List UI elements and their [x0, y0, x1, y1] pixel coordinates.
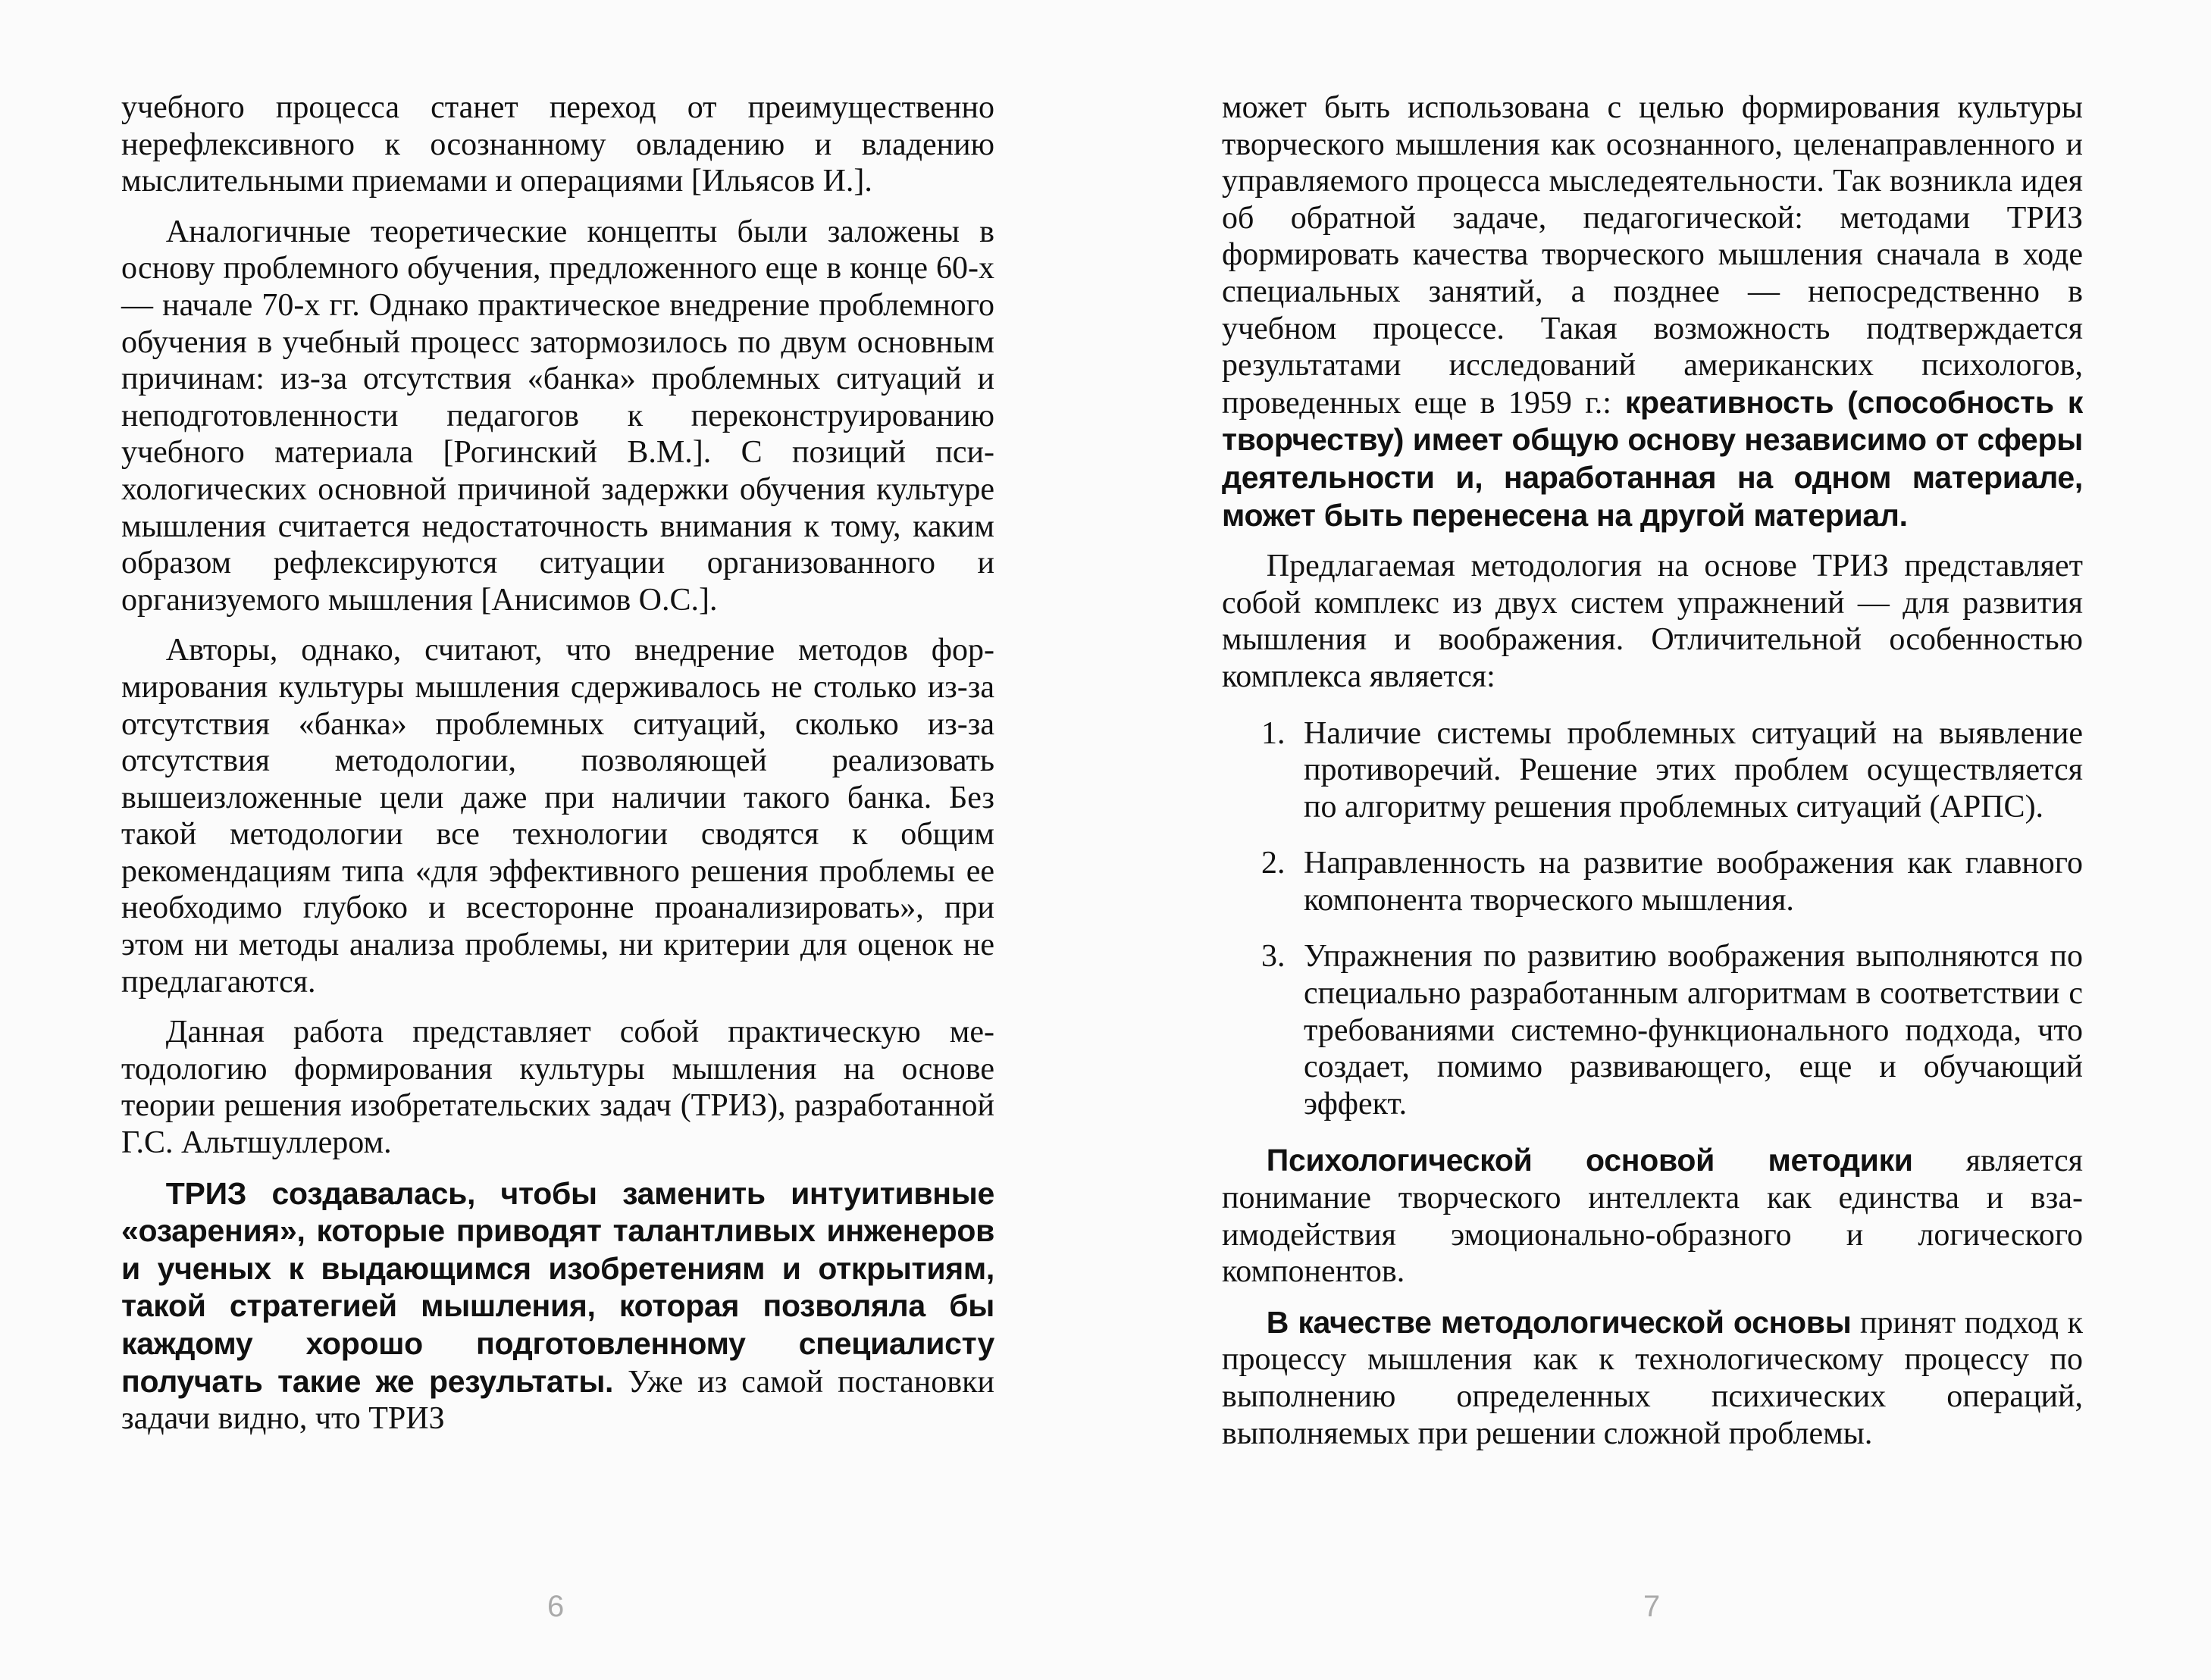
- numbered-list: [1222, 715, 2083, 1123]
- paragraph-emphasis: [121, 1175, 994, 1438]
- list-item: [1222, 715, 2083, 826]
- bold-text: ТРИЗ создавалась, чтобы заменить интуитивные «озарения», которые приводят талантливых инженеров и ученых к выдающимся изобретениям и открытиям, такой стратегией мышления, которая позволяла бы каждому хорошо подготовленному специалисту получать такие же результаты.: [121, 1175, 994, 1399]
- paragraph-text: Уже из самой постановки задачи видно, что ТРИЗ: [121, 1364, 994, 1437]
- paragraph-text: может быть использована с целью формирования культуры творческого мышления как осознанного, целенаправленного и управляемого процесса мыследеятельности. Так возникла идея об обратной задаче, педагогической: методами ТРИЗ формировать качества творческого мышления сначала в ходе специальных занятий, а позднее — непосредственно в учебном процессе. Такая возможность подтверждается результатами исследований американских психологов, проведенных еще в 1959 г.:: [1222, 90, 2083, 421]
- paragraph-text: принят подход к процессу мышления как к технологическому процессу по выполнению определенных психических операций, выполняемых при решении сложной проблемы.: [1222, 1305, 2083, 1451]
- list-number: 3.: [1261, 939, 1286, 975]
- page-number-right: 7: [1643, 1590, 1661, 1623]
- bold-text: креативность (способность к творчеству) имеет общую основу независимо от сферы деятельности и, наработанная на одном материале, может быть перенесена на другой материал.: [1222, 384, 2083, 533]
- page-number-left: 6: [547, 1590, 565, 1623]
- paragraph-emphasis: [1222, 1142, 2083, 1290]
- paragraph-emphasis: [1222, 1304, 2083, 1452]
- paragraph: Аналогичные теоретические концепты были заложены в основу проблемного обучения, предложенного еще в конце 60-х — начале 70-х гг. Однако практическое внедрение проблемного обучения в учебный процесс затормозилось по двум основным причинам: из-за отсутствия «банка» проблемных ситуаций и неподготовленности педагогов к переконструированию учебного материала [Рогинский В.М.]. С позиций психологических основной причиной задержки обучения культуре мышления считается недостаточность внимания к тому, каким образом рефлексируются ситуации организованного и организуемого мышления [Анисимов О.С.].: [121, 214, 994, 618]
- paragraph-text: является понимание творческого интеллекта как единства и взаимодействия эмоционально-образного и логического компонентов.: [1222, 1143, 2083, 1290]
- bold-text: В качестве методологической основы: [1266, 1304, 1852, 1340]
- left-page: [121, 89, 994, 1438]
- list-item: [1222, 845, 2083, 918]
- paragraph: Данная работа представляет собой практическую методологию формирования культуры мышления на основе теории решения изобретательских задач (ТРИЗ), разработанной Г.С. Альтшуллером.: [121, 1015, 994, 1161]
- paragraph: [1222, 89, 2083, 534]
- paragraph: учебного процесса станет переход от преимущественно нерефлексивного к осознанному овладению и владению мыслительными приемами и операциями [Ильясов И.].: [121, 90, 994, 199]
- list-text: Направленность на развитие воображения как главного компонента творческого мышления.: [1304, 846, 2083, 918]
- right-page: [1222, 89, 2083, 1452]
- list-number: 2.: [1261, 846, 1286, 881]
- paragraph: Авторы, однако, считают, что внедрение методов формирования культуры мышления сдерживалось не столько из-за отсутствия «банка» проблемных ситуаций, сколько из-за отсутствия методологии, позволяющей реализовать вышеизложенные цели даже при наличии такого банка. Без такой методологии все технологии сводятся к общим рекомендациям типа «для эффективного решения проблемы ее необходимо глубоко и всесторонне проанализировать», при этом ни методы анализа проблемы, ни критерии для оценок не предлагаются.: [121, 633, 994, 1000]
- list-number: 1.: [1261, 715, 1286, 751]
- paragraph: Предлагаемая методология на основе ТРИЗ представляет собой комплекс из двух систем упражнений — для развития мышления и воображения. Отличительной особенностью комплекса является:: [1222, 549, 2083, 694]
- list-text: Наличие системы проблемных ситуаций на выявление противоречий. Решение этих проблем осуществляется по алгоритму решения проблемных ситуаций (АРПС).: [1304, 715, 2083, 824]
- list-item: [1222, 938, 2083, 1122]
- bold-text: Психологической основой методики: [1266, 1143, 1913, 1178]
- list-text: Упражнения по развитию воображения выполняются по специально разработанным алгоритмам в соответствии с требованиями системно-функционального подхода, что создает, помимо развивающего, еще и обучающий эффект.: [1304, 939, 2083, 1122]
